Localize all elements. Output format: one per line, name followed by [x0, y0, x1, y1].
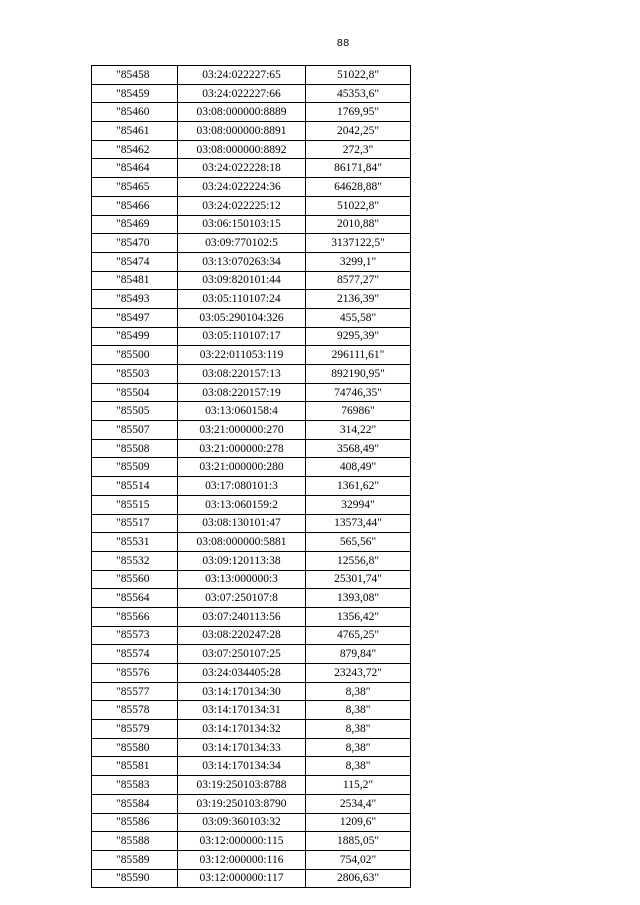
row-id-cell: "85504: [92, 383, 178, 402]
table-row: [92, 421, 411, 440]
table-row: [92, 664, 411, 683]
value-cell: 1361,62": [306, 477, 411, 496]
table-row: [92, 439, 411, 458]
row-id-cell: "85531: [92, 533, 178, 552]
cadastral-number-cell: 03:08:000000:5881: [178, 533, 306, 552]
value-cell: 455,58": [306, 308, 411, 327]
value-cell: 296111,61": [306, 346, 411, 365]
cadastral-number-cell: 03:14:170134:34: [178, 757, 306, 776]
table-row: [92, 869, 411, 888]
table-row: [92, 794, 411, 813]
table-row: [92, 645, 411, 664]
cadastral-number-cell: 03:08:130101:47: [178, 514, 306, 533]
table-row: [92, 533, 411, 552]
value-cell: 2806,63": [306, 869, 411, 888]
row-id-cell: "85462: [92, 140, 178, 159]
table-row: [92, 813, 411, 832]
row-id-cell: "85460: [92, 103, 178, 122]
cadastral-number-cell: 03:22:011053:119: [178, 346, 306, 365]
row-id-cell: "85566: [92, 607, 178, 626]
row-id-cell: "85517: [92, 514, 178, 533]
cadastral-number-cell: 03:09:770102:5: [178, 234, 306, 253]
cadastral-number-cell: 03:08:000000:8889: [178, 103, 306, 122]
value-cell: 115,2": [306, 776, 411, 795]
cadastral-number-cell: 03:05:110107:24: [178, 290, 306, 309]
table-row: [92, 103, 411, 122]
table-row: [92, 346, 411, 365]
table-row: [92, 682, 411, 701]
value-cell: 8,38": [306, 757, 411, 776]
row-id-cell: "85581: [92, 757, 178, 776]
table-row: [92, 850, 411, 869]
row-id-cell: "85583: [92, 776, 178, 795]
table-row: [92, 757, 411, 776]
cadastral-number-cell: 03:21:000000:278: [178, 439, 306, 458]
table-row: [92, 159, 411, 178]
row-id-cell: "85493: [92, 290, 178, 309]
value-cell: 51022,8": [306, 66, 411, 85]
row-id-cell: "85503: [92, 365, 178, 384]
value-cell: 8,38": [306, 738, 411, 757]
cadastral-number-cell: 03:09:120113:38: [178, 551, 306, 570]
cadastral-number-cell: 03:21:000000:280: [178, 458, 306, 477]
row-id-cell: "85461: [92, 122, 178, 141]
value-cell: 272,3": [306, 140, 411, 159]
table-row: [92, 140, 411, 159]
cadastral-number-cell: 03:08:000000:8891: [178, 122, 306, 141]
table-body: [92, 66, 411, 888]
value-cell: 3568,49": [306, 439, 411, 458]
row-id-cell: "85470: [92, 234, 178, 253]
value-cell: 76986": [306, 402, 411, 421]
cadastral-number-cell: 03:14:170134:33: [178, 738, 306, 757]
value-cell: 23243,72": [306, 664, 411, 683]
value-cell: 1209,6": [306, 813, 411, 832]
page-number: 88: [336, 38, 350, 49]
cadastral-number-cell: 03:12:000000:115: [178, 832, 306, 851]
cadastral-number-cell: 03:12:000000:117: [178, 869, 306, 888]
cadastral-number-cell: 03:13:060159:2: [178, 495, 306, 514]
row-id-cell: "85499: [92, 327, 178, 346]
value-cell: 892190,95": [306, 365, 411, 384]
value-cell: 13573,44": [306, 514, 411, 533]
value-cell: 1393,08": [306, 589, 411, 608]
row-id-cell: "85500: [92, 346, 178, 365]
row-id-cell: "85509: [92, 458, 178, 477]
value-cell: 2136,39": [306, 290, 411, 309]
row-id-cell: "85579: [92, 720, 178, 739]
table-row: [92, 271, 411, 290]
row-id-cell: "85573: [92, 626, 178, 645]
table-row: [92, 122, 411, 141]
table-row: [92, 738, 411, 757]
table-row: [92, 383, 411, 402]
cadastral-number-cell: 03:06:150103:15: [178, 215, 306, 234]
row-id-cell: "85586: [92, 813, 178, 832]
value-cell: 51022,8": [306, 196, 411, 215]
cadastral-number-cell: 03:07:250107:8: [178, 589, 306, 608]
row-id-cell: "85580: [92, 738, 178, 757]
row-id-cell: "85465: [92, 178, 178, 197]
value-cell: 64628,88": [306, 178, 411, 197]
table-row: [92, 514, 411, 533]
value-cell: 32994": [306, 495, 411, 514]
cadastral-number-cell: 03:13:000000:3: [178, 570, 306, 589]
row-id-cell: "85590: [92, 869, 178, 888]
table-row: [92, 365, 411, 384]
cadastral-number-cell: 03:21:000000:270: [178, 421, 306, 440]
row-id-cell: "85576: [92, 664, 178, 683]
cadastral-number-cell: 03:24:022225:12: [178, 196, 306, 215]
table-row: [92, 308, 411, 327]
value-cell: 408,49": [306, 458, 411, 477]
table-row: [92, 234, 411, 253]
row-id-cell: "85469: [92, 215, 178, 234]
table-row: [92, 290, 411, 309]
value-cell: 879,84": [306, 645, 411, 664]
table-row: [92, 458, 411, 477]
table-row: [92, 701, 411, 720]
row-id-cell: "85514: [92, 477, 178, 496]
row-id-cell: "85515: [92, 495, 178, 514]
row-id-cell: "85508: [92, 439, 178, 458]
table-row: [92, 252, 411, 271]
table-row: [92, 589, 411, 608]
row-id-cell: "85466: [92, 196, 178, 215]
row-id-cell: "85577: [92, 682, 178, 701]
row-id-cell: "85588: [92, 832, 178, 851]
cadastral-number-cell: 03:05:110107:17: [178, 327, 306, 346]
table-row: [92, 570, 411, 589]
cadastral-number-cell: 03:24:034405:28: [178, 664, 306, 683]
value-cell: 45353,6": [306, 84, 411, 103]
table-row: [92, 196, 411, 215]
value-cell: 1885,05": [306, 832, 411, 851]
table-row: [92, 626, 411, 645]
cadastral-number-cell: 03:19:250103:8788: [178, 776, 306, 795]
table-row: [92, 178, 411, 197]
value-cell: 86171,84": [306, 159, 411, 178]
table-row: [92, 551, 411, 570]
cadastral-number-cell: 03:13:070263:34: [178, 252, 306, 271]
cadastral-number-cell: 03:19:250103:8790: [178, 794, 306, 813]
value-cell: 4765,25": [306, 626, 411, 645]
value-cell: 25301,74": [306, 570, 411, 589]
table-row: [92, 477, 411, 496]
value-cell: 2534,4": [306, 794, 411, 813]
value-cell: 2042,25": [306, 122, 411, 141]
row-id-cell: "85458: [92, 66, 178, 85]
value-cell: 8,38": [306, 720, 411, 739]
cadastral-number-cell: 03:24:022224:36: [178, 178, 306, 197]
value-cell: 565,56": [306, 533, 411, 552]
table-row: [92, 215, 411, 234]
cadastral-number-cell: 03:14:170134:32: [178, 720, 306, 739]
table-row: [92, 402, 411, 421]
table-row: [92, 66, 411, 85]
cadastral-number-cell: 03:09:360103:32: [178, 813, 306, 832]
cadastral-number-cell: 03:07:250107:25: [178, 645, 306, 664]
table-row: [92, 327, 411, 346]
table-row: [92, 495, 411, 514]
cadastral-number-cell: 03:09:820101:44: [178, 271, 306, 290]
row-id-cell: "85497: [92, 308, 178, 327]
value-cell: 3137122,5": [306, 234, 411, 253]
row-id-cell: "85574: [92, 645, 178, 664]
cadastral-number-cell: 03:07:240113:56: [178, 607, 306, 626]
value-cell: 2010,88": [306, 215, 411, 234]
cadastral-number-cell: 03:08:220247:28: [178, 626, 306, 645]
table-row: [92, 607, 411, 626]
cadastral-number-cell: 03:14:170134:31: [178, 701, 306, 720]
row-id-cell: "85564: [92, 589, 178, 608]
value-cell: 1356,42": [306, 607, 411, 626]
data-table: [91, 65, 411, 888]
cadastral-number-cell: 03:14:170134:30: [178, 682, 306, 701]
row-id-cell: "85505: [92, 402, 178, 421]
table-row: [92, 776, 411, 795]
value-cell: 8,38": [306, 682, 411, 701]
value-cell: 8,38": [306, 701, 411, 720]
cadastral-number-cell: 03:05:290104:326: [178, 308, 306, 327]
value-cell: 12556,8": [306, 551, 411, 570]
value-cell: 8577,27": [306, 271, 411, 290]
cadastral-number-cell: 03:24:022228:18: [178, 159, 306, 178]
cadastral-number-cell: 03:08:220157:13: [178, 365, 306, 384]
cadastral-number-cell: 03:08:000000:8892: [178, 140, 306, 159]
row-id-cell: "85464: [92, 159, 178, 178]
row-id-cell: "85578: [92, 701, 178, 720]
table-row: [92, 832, 411, 851]
value-cell: 3299,1": [306, 252, 411, 271]
table-row: [92, 720, 411, 739]
value-cell: 9295,39": [306, 327, 411, 346]
row-id-cell: "85507: [92, 421, 178, 440]
value-cell: 314,22": [306, 421, 411, 440]
value-cell: 74746,35": [306, 383, 411, 402]
row-id-cell: "85459: [92, 84, 178, 103]
row-id-cell: "85481: [92, 271, 178, 290]
cadastral-number-cell: 03:24:022227:65: [178, 66, 306, 85]
row-id-cell: "85560: [92, 570, 178, 589]
row-id-cell: "85589: [92, 850, 178, 869]
cadastral-number-cell: 03:13:060158:4: [178, 402, 306, 421]
cadastral-number-cell: 03:12:000000:116: [178, 850, 306, 869]
table-row: [92, 84, 411, 103]
row-id-cell: "85584: [92, 794, 178, 813]
row-id-cell: "85474: [92, 252, 178, 271]
cadastral-number-cell: 03:17:080101:3: [178, 477, 306, 496]
cadastral-number-cell: 03:08:220157:19: [178, 383, 306, 402]
value-cell: 1769,95": [306, 103, 411, 122]
row-id-cell: "85532: [92, 551, 178, 570]
cadastral-number-cell: 03:24:022227:66: [178, 84, 306, 103]
value-cell: 754,02": [306, 850, 411, 869]
